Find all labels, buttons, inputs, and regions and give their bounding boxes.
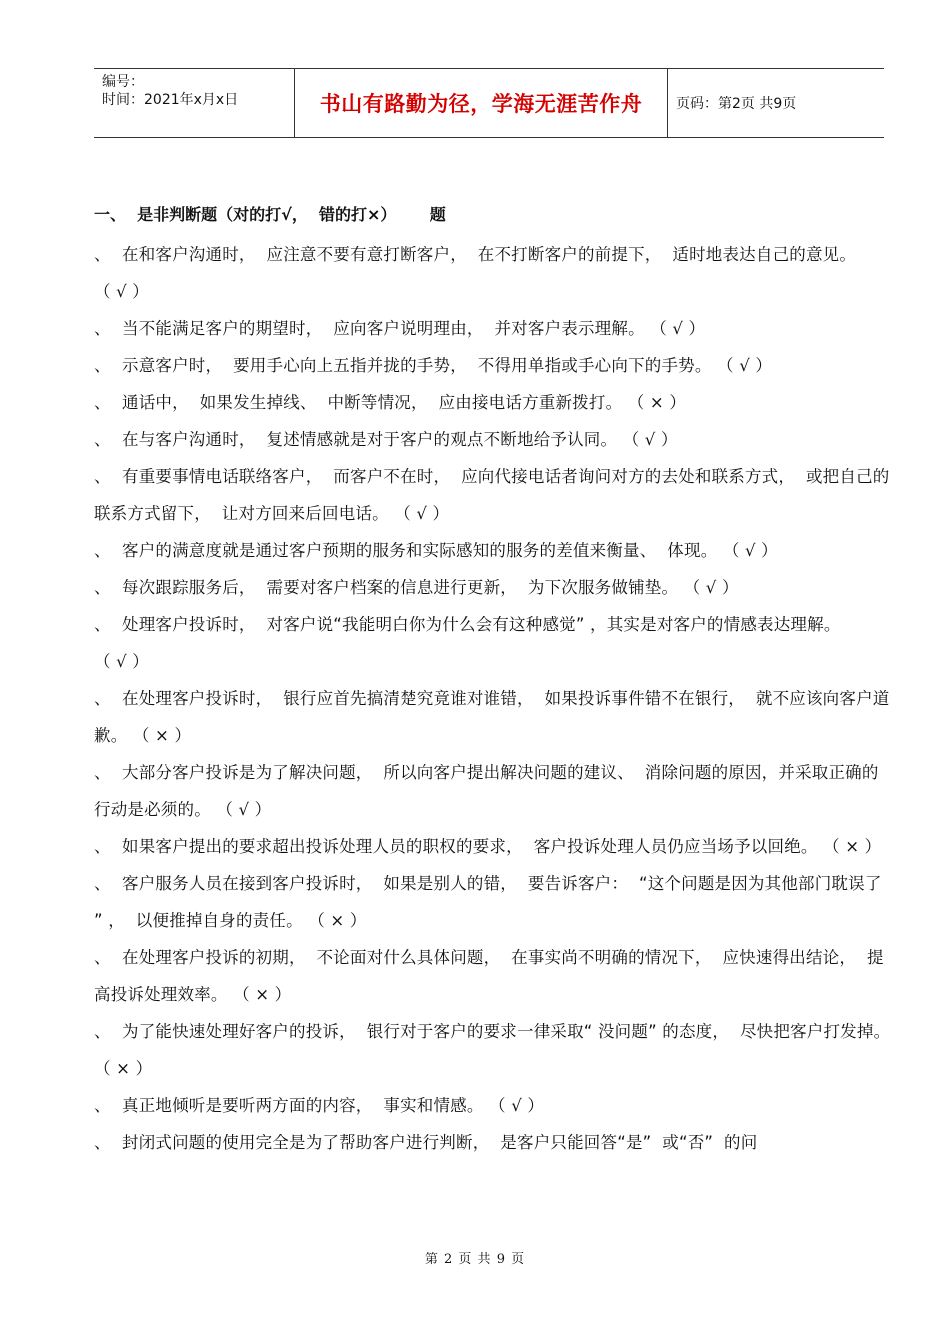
question-text: 为了能快速处理好客户的投诉， 银行对于客户的要求一律采取“ 没问题” 的态度， 尽快把客户打发掉。: [122, 1022, 891, 1041]
question-item: [94, 532, 894, 569]
question-marker: 、: [94, 948, 111, 967]
question-text: 大部分客户投诉是为了解决问题， 所以向客户提出解决问题的建议、 消除问题的原因，并采取正确的行动是必须的。: [94, 763, 879, 819]
question-marker: 、: [94, 1022, 111, 1041]
question-marker: 、: [94, 467, 111, 486]
question-item: [94, 680, 894, 754]
document-body: [94, 200, 894, 1161]
question-answer: （ × ）: [308, 911, 367, 930]
question-item: [94, 347, 894, 384]
question-text: 在与客户沟通时， 复述情感就是对于客户的观点不断地给予认同。: [122, 430, 618, 449]
question-list: [94, 236, 894, 1161]
header-motto: 书山有路勤为径，学海无涯苦作舟: [295, 69, 668, 137]
question-answer: （ √ ）: [216, 800, 272, 819]
question-item: [94, 865, 894, 939]
page-header: [94, 68, 884, 138]
section-title: 一、 是非判断题（对的打√， 错的打×） 题: [94, 205, 446, 224]
question-answer: （ × ）: [823, 837, 882, 856]
question-marker: 、: [94, 615, 111, 634]
question-answer: （ √ ）: [622, 430, 678, 449]
question-marker: 、: [94, 1096, 111, 1115]
question-text: 当不能满足客户的期望时， 应向客户说明理由， 并对客户表示理解。: [122, 319, 645, 338]
question-marker: 、: [94, 689, 111, 708]
question-item: [94, 236, 894, 310]
question-item: [94, 939, 894, 1013]
question-answer: （ √ ）: [683, 578, 739, 597]
question-item: [94, 310, 894, 347]
question-marker: 、: [94, 578, 111, 597]
question-text: 处理客户投诉时， 对客户说“我能明白你为什么会有这种感觉” ，其实是对客户的情感表达理解。: [122, 615, 841, 634]
header-page-number: 页码：第2页 共9页: [676, 96, 797, 112]
question-text: 封闭式问题的使用完全是为了帮助客户进行判断， 是客户只能回答“是” 或“否” 的问: [122, 1133, 758, 1152]
question-item: [94, 569, 894, 606]
question-marker: 、: [94, 319, 111, 338]
question-item: [94, 1124, 894, 1161]
question-text: 如果客户提出的要求超出投诉处理人员的职权的要求， 客户投诉处理人员仍应当场予以回绝。: [122, 837, 818, 856]
question-text: 在处理客户投诉的初期， 不论面对什么具体问题， 在事实尚不明确的情况下， 应快速得出结论， 提高投诉处理效率。: [94, 948, 884, 1004]
page-footer: 第 2 页 共 9 页: [424, 1252, 526, 1267]
question-answer: （ × ）: [233, 985, 292, 1004]
question-text: 真正地倾听是要听两方面的内容， 事实和情感。: [122, 1096, 484, 1115]
question-item: [94, 421, 894, 458]
question-text: 示意客户时， 要用手心向上五指并拢的手势， 不得用单指或手心向下的手势。: [122, 356, 712, 375]
question-marker: 、: [94, 874, 111, 893]
question-item: [94, 606, 894, 680]
question-answer: （ √ ）: [489, 1096, 545, 1115]
question-text: 有重要事情电话联络客户， 而客户不在时， 应向代接电话者询问对方的去处和联系方式， 或把自己的联系方式留下， 让对方回来后回电话。: [94, 467, 890, 523]
question-marker: 、: [94, 763, 111, 782]
question-answer: （ √ ）: [722, 541, 778, 560]
question-text: 客户的满意度就是通过客户预期的服务和实际感知的服务的差值来衡量、 体现。: [122, 541, 718, 560]
question-marker: 、: [94, 430, 111, 449]
question-item: [94, 1087, 894, 1124]
question-text: 在和客户沟通时， 应注意不要有意打断客户， 在不打断客户的前提下， 适时地表达自己的意见。: [122, 245, 857, 264]
time-label: 时间：2021年x月x日: [102, 92, 239, 108]
question-text: 每次跟踪服务后， 需要对客户档案的信息进行更新， 为下次服务做铺垫。: [122, 578, 679, 597]
number-label: 编号：: [102, 74, 144, 90]
question-item: [94, 828, 894, 865]
question-answer: （ √ ）: [94, 282, 150, 301]
question-item: [94, 458, 894, 532]
question-item: [94, 754, 894, 828]
question-answer: （ √ ）: [94, 652, 150, 671]
question-answer: （ √ ）: [650, 319, 706, 338]
question-marker: 、: [94, 837, 111, 856]
question-text: 通话中， 如果发生掉线、 中断等情况， 应由接电话方重新拨打。: [122, 393, 623, 412]
question-marker: 、: [94, 245, 111, 264]
question-answer: （ √ ）: [717, 356, 773, 375]
question-marker: 、: [94, 356, 111, 375]
question-item: [94, 1013, 894, 1087]
question-answer: （ × ）: [132, 726, 192, 745]
question-answer: （ √ ）: [394, 504, 450, 523]
header-meta: [94, 69, 295, 137]
question-answer: （ × ）: [94, 1059, 153, 1078]
question-marker: 、: [94, 541, 111, 560]
question-item: [94, 384, 894, 421]
question-text: 在处理客户投诉时， 银行应首先搞清楚究竟谁对谁错， 如果投诉事件错不在银行， 就不应该向客户道歉。: [94, 689, 890, 745]
question-marker: 、: [94, 393, 111, 412]
question-marker: 、: [94, 1133, 111, 1152]
question-answer: （ × ）: [627, 393, 687, 412]
question-text: 客户服务人员在接到客户投诉时， 如果是别人的错， 要告诉客户： “这个问题是因为其他部门耽误了 ” ， 以便推掉自身的责任。: [94, 874, 887, 930]
